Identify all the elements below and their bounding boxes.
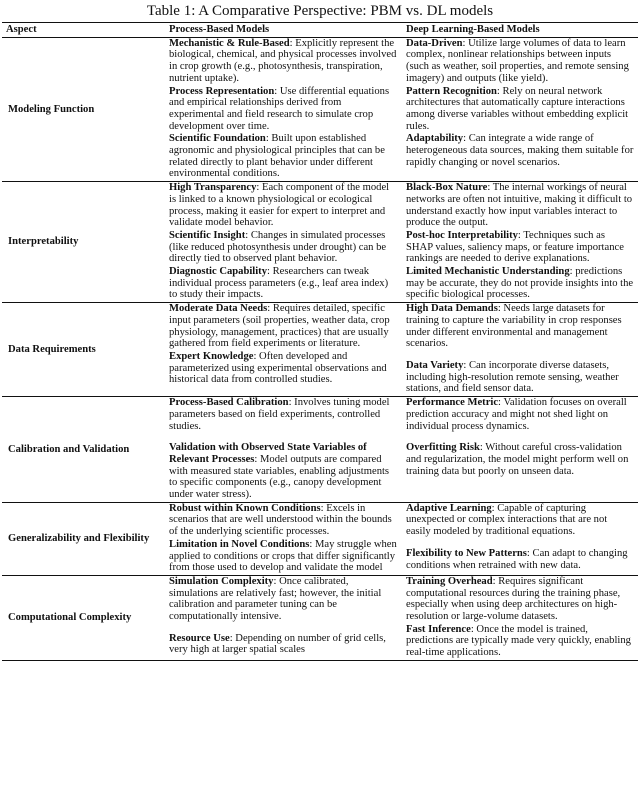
dl-entry (406, 624, 634, 659)
pbm-entry (169, 397, 398, 432)
entry-text: : Excels in scenarios that are well understood within the bounds of the underlying scientific processes. (169, 502, 392, 538)
entry-text: : Techniques such as SHAP values, saliency maps, or feature importance rankings are needed to derive explanations. (406, 229, 624, 265)
pbm-entry (169, 576, 398, 623)
entry-text: : Utilize large volumes of data to learn complex, nonlinear relationships between inputs (such as weather, soil properties, and remote sensing imagery) and outputs (like yield). (406, 37, 629, 84)
entry-term: Limited Mechanistic Understanding (406, 266, 570, 278)
entry-text: : Often developed and parameterized using experimental observations and historical data from controlled studies. (169, 350, 387, 386)
pbm-entry (169, 503, 398, 538)
entry-text: : Researchers can tweak individual process parameters (e.g., leaf area index) to study their impacts. (169, 266, 389, 301)
table-caption: Table 1: A Comparative Perspective: PBM vs. DL models (146, 3, 494, 19)
entry-term: Resource Use (169, 632, 230, 644)
pbm-cell (165, 397, 402, 503)
entry-text: : Can incorporate diverse datasets, including high-resolution remote sensing, weather stations, and field sensor data. (406, 359, 619, 395)
aspect-cell: Modeling Function (8, 103, 95, 115)
entry-term: Flexibility to New Patterns (406, 547, 527, 559)
dl-entry (406, 86, 634, 133)
entry-term: Mechanistic & Rule-Based (169, 37, 290, 49)
table-row (2, 37, 638, 181)
entry-term: Limitation in Novel Conditions (169, 538, 310, 550)
entry-text: : Depending on number of grid cells, very high at larger spatial scales (169, 632, 386, 656)
entry-term: Black-Box Nature (406, 182, 488, 194)
entry-term: Fast Inference (406, 623, 471, 635)
entry-term: High Data Demands (406, 303, 498, 315)
dl-entry (406, 576, 634, 623)
entry-text: : Model outputs are compared with measured state variables, enabling adjustments to specific components (e.g., canopy development under water stress). (169, 453, 390, 501)
entry-text: : Can adapt to changing conditions when retrained with new data. (406, 547, 628, 571)
entry-term: Diagnostic Capability (169, 266, 268, 278)
pbm-entry (169, 539, 398, 574)
entry-term: Adaptability (406, 133, 464, 145)
entry-term: Overfitting Risk (406, 442, 480, 454)
entry-text: : Explicitly represent the biological, chemical, and physical processes involved in crop growth (e.g., photosynthesis, transpiration, nutrient uptake). (169, 37, 397, 84)
pbm-entry (169, 86, 398, 133)
aspect-cell: Calibration and Validation (8, 443, 130, 455)
dl-entry (406, 503, 634, 538)
entry-term: Process Representation (169, 85, 275, 97)
dl-entry (406, 38, 634, 85)
pbm-cell (165, 182, 402, 303)
table-header-row (2, 23, 638, 38)
entry-text: : The internal workings of neural networks are often not intuitive, making it difficult to understand exactly how input variables interact to produce the output. (406, 182, 633, 229)
dl-cell (402, 575, 638, 660)
pbm-cell (165, 502, 402, 575)
entry-text: : Without careful cross-validation and regularization, the model might perform well on training data but poorly on unseen data. (406, 442, 629, 477)
table-row (2, 303, 638, 397)
entry-term: Validation with Observed State Variables of Relevant Processes (169, 442, 367, 465)
entry-term: Moderate Data Needs (169, 303, 268, 315)
dl-entry (406, 266, 634, 301)
entry-text: : Validation focuses on overall prediction accuracy and might not shed light on individual process dynamics. (406, 397, 627, 432)
dl-cell (402, 303, 638, 397)
entry-term: Simulation Complexity (169, 575, 274, 587)
entry-term: Robust within Known Conditions (169, 502, 321, 514)
dl-entry (406, 182, 634, 229)
entry-text: : Requires significant computational resources during the training phase, especially when using deep architectures on high-resolution or large-volume datasets. (406, 575, 621, 623)
pbm-entry (169, 38, 398, 85)
aspect-cell: Data Requirements (8, 343, 96, 355)
dl-cell (402, 182, 638, 303)
header-process-based: Process-Based Models (165, 23, 402, 38)
dl-cell (402, 37, 638, 181)
header-aspect: Aspect (2, 23, 165, 38)
dl-entry (406, 442, 634, 477)
table-row (2, 182, 638, 303)
entry-text: : Capable of capturing unexpected or complex interactions that are not easily modeled by traditional equations. (406, 502, 608, 538)
entry-term: Adaptive Learning (406, 502, 492, 514)
dl-cell (402, 502, 638, 575)
aspect-cell: Interpretability (8, 236, 79, 248)
pbm-entry (169, 230, 398, 265)
table-row (2, 397, 638, 503)
entry-term: Data Variety (406, 359, 464, 371)
entry-term: Scientific Foundation (169, 133, 266, 145)
dl-cell (402, 397, 638, 503)
entry-term: Scientific Insight (169, 229, 246, 241)
entry-text: : Changes in simulated processes (like reduced photosynthesis under drought) can be directly tied to observed plant behavior. (169, 229, 387, 265)
entry-text: : Each component of the model is linked to a known physiological or ecological process, making it easier for expert to interpret and validate model behavior. (169, 182, 390, 229)
comparison-table (2, 22, 638, 661)
aspect-cell: Generalizability and Flexibility (8, 532, 150, 544)
aspect-cell: Computational Complexity (8, 612, 132, 624)
entry-text: : Rely on neural network architectures that automatically capture interactions among diverse variables without embedding explicit rules. (406, 85, 629, 132)
pbm-cell (165, 37, 402, 181)
entry-text: : predictions may be accurate, they do not provide insights into the specific biological processes. (406, 266, 634, 301)
entry-term: Expert Knowledge (169, 350, 254, 362)
entry-text: : Requires detailed, specific input parameters (soil properties, weather data, crop physiology, management, practices) that are usually gathered from field experiments or literature. (169, 303, 390, 350)
dl-entry (406, 230, 634, 265)
pbm-cell (165, 303, 402, 397)
entry-term: Pattern Recognition (406, 85, 497, 97)
header-deep-learning: Deep Learning-Based Models (402, 23, 638, 38)
entry-term: Process-Based Calibration (169, 397, 289, 409)
pbm-entry (169, 351, 398, 386)
dl-entry (406, 303, 634, 350)
table-row (2, 502, 638, 575)
entry-text: : Can integrate a wide range of heterogeneous data sources, making them suitable for rapidly changing or novel scenarios. (406, 133, 634, 168)
entry-term: Post-hoc Interpretability (406, 229, 518, 241)
pbm-entry (169, 133, 398, 180)
dl-entry (406, 360, 634, 395)
entry-text: : Built upon established agronomic and physiological principles that can be related directly to plant behavior under different environmental conditions. (169, 133, 385, 180)
entry-text: : Needs large datasets for training to capture the variability in crop responses under different environmental and management scenarios. (406, 303, 622, 350)
entry-text: : Once calibrated, simulations are relatively fast; however, the initial calibration and parameter tuning can be computationally intensive. (169, 575, 382, 623)
entry-text: : Once the model is trained, predictions are typically made very quickly, enabling real-time applications. (406, 623, 631, 659)
entry-text: : May struggle when applied to conditions or crops that differ significantly from those used to develop and validate the model (169, 538, 397, 574)
entry-term: Data-Driven (406, 37, 463, 49)
table-row (2, 575, 638, 660)
dl-entry (406, 397, 634, 432)
entry-text: : Use differential equations and empirical relationships derived from experimental and field research to simulate crop development over time. (169, 85, 390, 132)
table-body (2, 37, 638, 660)
dl-entry (406, 133, 634, 168)
entry-term: Training Overhead (406, 575, 493, 587)
entry-term: High Transparency (169, 182, 257, 194)
entry-text: : Involves tuning model parameters based on field experiments, controlled studies. (169, 397, 390, 432)
pbm-entry (169, 303, 398, 350)
pbm-entry (169, 633, 398, 656)
pbm-cell (165, 575, 402, 660)
pbm-entry (169, 266, 398, 301)
dl-entry (406, 548, 634, 571)
entry-term: Performance Metric (406, 397, 499, 409)
pbm-entry (169, 442, 398, 501)
pbm-entry (169, 182, 398, 229)
